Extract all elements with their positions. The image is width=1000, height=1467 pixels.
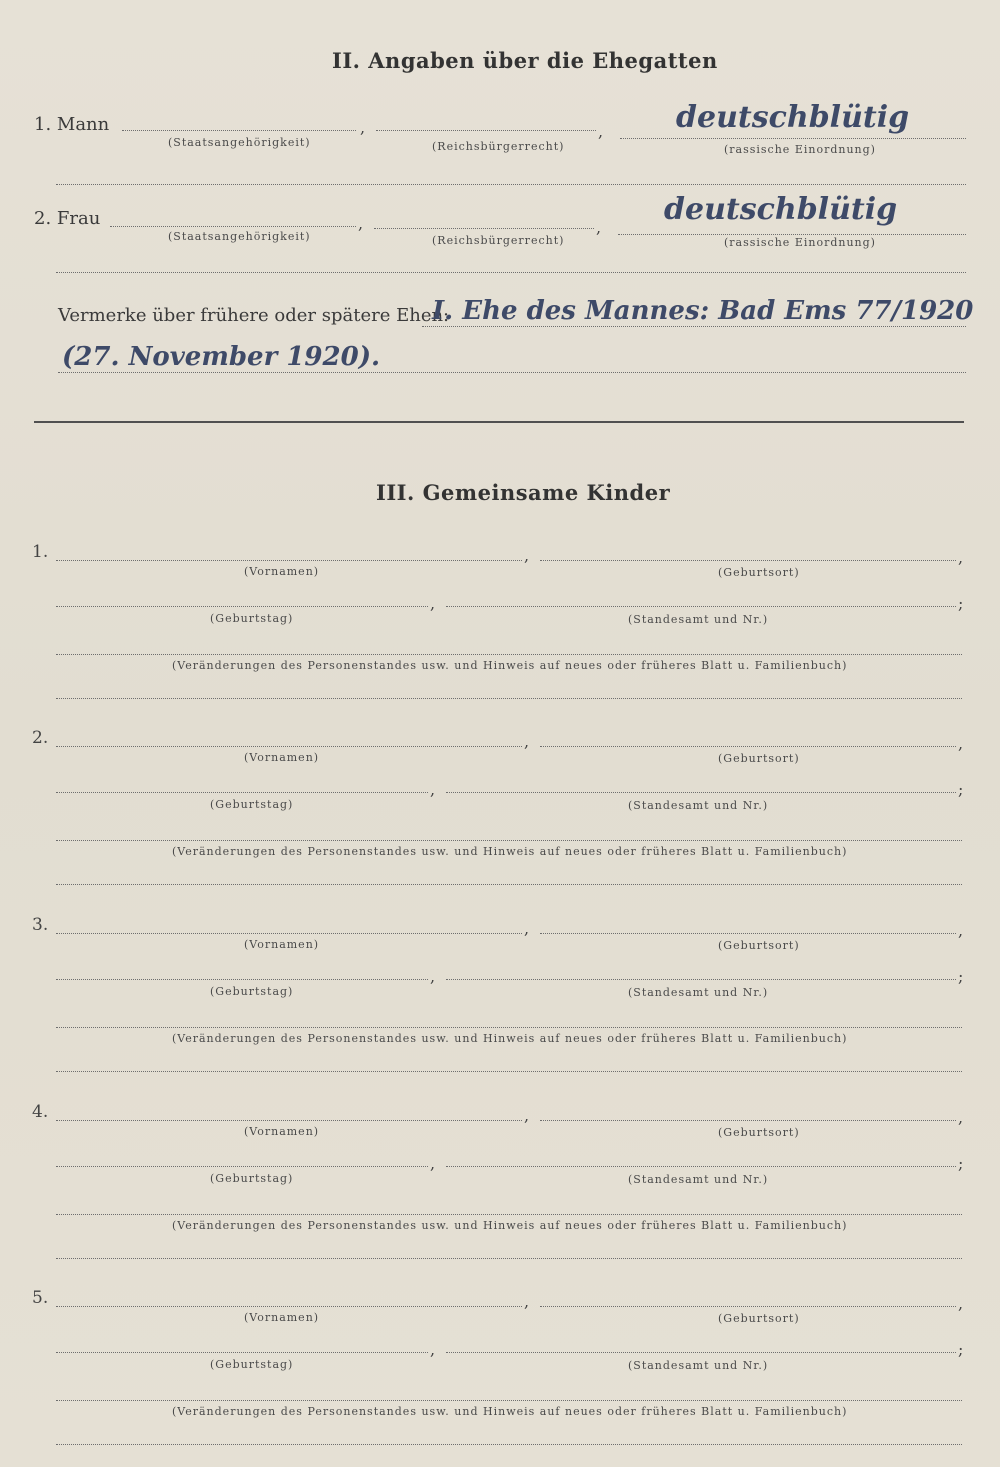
child-changes-field[interactable] bbox=[56, 840, 962, 841]
child-changes-line-2[interactable] bbox=[56, 1444, 962, 1445]
caption-rasse: (rassische Einordnung) bbox=[724, 236, 876, 249]
caption-geburtsort: (Geburtsort) bbox=[718, 1312, 800, 1325]
caption-geburtsort: (Geburtsort) bbox=[718, 752, 800, 765]
caption-reich: (Reichsbürgerrecht) bbox=[432, 234, 565, 247]
child-geburtsort-field[interactable] bbox=[540, 933, 956, 934]
child-geburtstag-field[interactable] bbox=[56, 1166, 428, 1167]
caption-vornamen: (Vornamen) bbox=[244, 1311, 320, 1324]
child-entry-2: 2. , , (Vornamen) (Geburtsort) , ; (Geburtstag) (Standesamt und Nr.) (Veränderungen des Personenstandes usw. und Hinweis auf neues oder früheres Blatt u. Familienbuch) bbox=[0, 726, 1000, 896]
caption-rasse: (rassische Einordnung) bbox=[724, 143, 876, 156]
child-geburtsort-field[interactable] bbox=[540, 1306, 956, 1307]
child-vornamen-field[interactable] bbox=[56, 933, 522, 934]
child-vornamen-field[interactable] bbox=[56, 1120, 522, 1121]
section-title-children: III. Gemeinsame Kinder bbox=[376, 480, 671, 505]
caption-geburtsort: (Geburtsort) bbox=[718, 939, 800, 952]
husband-continuation-line bbox=[56, 184, 966, 185]
child-entry-5: 5. , , (Vornamen) (Geburtsort) , ; (Geburtstag) (Standesamt und Nr.) (Veränderungen des Personenstandes usw. und Hinweis auf neues oder früheres Blatt u. Familienbuch) bbox=[0, 1286, 1000, 1456]
child-number: 2. bbox=[32, 728, 49, 748]
child-changes-line-2[interactable] bbox=[56, 884, 962, 885]
child-geburtstag-field[interactable] bbox=[56, 606, 428, 607]
wife-continuation-line bbox=[56, 272, 966, 273]
wife-label: 2. Frau bbox=[34, 208, 101, 229]
caption-vornamen: (Vornamen) bbox=[244, 938, 320, 951]
caption-standesamt: (Standesamt und Nr.) bbox=[628, 1359, 769, 1372]
caption-geburtstag: (Geburtstag) bbox=[210, 612, 294, 625]
notes-label: Vermerke über frühere oder spätere Ehen: bbox=[58, 305, 450, 326]
husband-rasse-field[interactable] bbox=[620, 138, 966, 139]
caption-geburtstag: (Geburtstag) bbox=[210, 798, 294, 811]
caption-standesamt: (Standesamt und Nr.) bbox=[628, 1173, 769, 1186]
caption-geburtsort: (Geburtsort) bbox=[718, 1126, 800, 1139]
caption-geburtsort: (Geburtsort) bbox=[718, 566, 800, 579]
caption-vornamen: (Vornamen) bbox=[244, 565, 320, 578]
child-changes-line-2[interactable] bbox=[56, 1258, 962, 1259]
notes-field-1[interactable] bbox=[422, 326, 966, 327]
child-entry-3: 3. , , (Vornamen) (Geburtsort) , ; (Geburtstag) (Standesamt und Nr.) (Veränderungen des Personenstandes usw. und Hinweis auf neues oder früheres Blatt u. Familienbuch) bbox=[0, 913, 1000, 1083]
husband-staat-field[interactable] bbox=[122, 130, 356, 131]
child-changes-line-2[interactable] bbox=[56, 1071, 962, 1072]
child-geburtsort-field[interactable] bbox=[540, 746, 956, 747]
notes-value-1: I. Ehe des Mannes: Bad Ems 77/1920 bbox=[432, 296, 974, 326]
child-vornamen-field[interactable] bbox=[56, 1306, 522, 1307]
child-standesamt-field[interactable] bbox=[446, 792, 956, 793]
child-standesamt-field[interactable] bbox=[446, 1352, 956, 1353]
child-number: 1. bbox=[32, 542, 49, 562]
child-vornamen-field[interactable] bbox=[56, 746, 522, 747]
caption-geburtstag: (Geburtstag) bbox=[210, 1358, 294, 1371]
child-changes-field[interactable] bbox=[56, 1027, 962, 1028]
caption-staat: (Staatsangehörigkeit) bbox=[168, 136, 311, 149]
caption-changes: (Veränderungen des Personenstandes usw. und Hinweis auf neues oder früheres Blatt u. Familienbuch) bbox=[172, 1219, 848, 1232]
notes-value-2: (27. November 1920). bbox=[62, 342, 381, 372]
section-title-spouses: II. Angaben über die Ehegatten bbox=[332, 48, 718, 73]
caption-standesamt: (Standesamt und Nr.) bbox=[628, 986, 769, 999]
notes-field-2[interactable] bbox=[58, 372, 966, 373]
husband-reich-field[interactable] bbox=[376, 130, 596, 131]
child-changes-field[interactable] bbox=[56, 1214, 962, 1215]
caption-geburtstag: (Geburtstag) bbox=[210, 1172, 294, 1185]
caption-changes: (Veränderungen des Personenstandes usw. und Hinweis auf neues oder früheres Blatt u. Familienbuch) bbox=[172, 1032, 848, 1045]
wife-rasse-value: deutschblütig bbox=[664, 192, 898, 227]
wife-staat-field[interactable] bbox=[110, 226, 356, 227]
register-page: II. Angaben über die Ehegatten 1. Mann , , deutschblütig (Staatsangehörigkeit) (Reichsbürgerrecht) (rassische Einordnung) 2. Frau , , deutschblütig (Staatsangehörigkeit) (Reichsbürgerrecht) (rassische Einordnung) Vermerke über frühere oder spätere Ehen: I. Ehe des Mannes: Bad Ems 77/1920 (27. November 1920). III. Gemeinsame Kinder 1. , , (Vornamen) (Geburtsort) , ; (Geburtstag) (Standesamt und Nr.) (Veränderungen des Personenstandes usw. und Hinweis auf neues oder früheres Blatt u. Familienbuch) 2. , , (Vornamen) (Geburtsort) , ; (Geburtstag) (Standesamt und Nr.) (Veränderungen des Personenstandes usw. und Hinweis auf neues oder früheres Blatt u. Familienbuch) 3. , , (Vornamen) (Geburtsort) , ; (Geburtstag) (Standesamt und Nr.) (Veränderungen des Personenstandes usw. und Hinweis auf neues oder früheres Blatt u. Familienbuch) 4. , , (Vornamen) (Geburtsort) , ; (Geburtstag) (Standesamt und Nr.) (Veränderungen des Personenstandes usw. und Hinweis auf neues oder früheres Blatt u. Familienbuch) 5. , , (Vornamen) (Geburtsort) , ; (Geburtstag) (Standesamt und Nr.) (Veränderungen des Personenstandes usw. und Hinweis auf neues oder früheres Blatt u. Familienbuch) bbox=[0, 0, 1000, 1467]
caption-vornamen: (Vornamen) bbox=[244, 751, 320, 764]
child-geburtstag-field[interactable] bbox=[56, 792, 428, 793]
caption-reich: (Reichsbürgerrecht) bbox=[432, 140, 565, 153]
caption-standesamt: (Standesamt und Nr.) bbox=[628, 799, 769, 812]
child-geburtstag-field[interactable] bbox=[56, 1352, 428, 1353]
child-changes-line-2[interactable] bbox=[56, 698, 962, 699]
caption-vornamen: (Vornamen) bbox=[244, 1125, 320, 1138]
child-number: 5. bbox=[32, 1288, 49, 1308]
wife-reich-field[interactable] bbox=[374, 228, 594, 229]
caption-staat: (Staatsangehörigkeit) bbox=[168, 230, 311, 243]
husband-label: 1. Mann bbox=[34, 114, 110, 135]
child-standesamt-field[interactable] bbox=[446, 979, 956, 980]
caption-geburtstag: (Geburtstag) bbox=[210, 985, 294, 998]
child-entry-4: 4. , , (Vornamen) (Geburtsort) , ; (Geburtstag) (Standesamt und Nr.) (Veränderungen des Personenstandes usw. und Hinweis auf neues oder früheres Blatt u. Familienbuch) bbox=[0, 1100, 1000, 1270]
child-standesamt-field[interactable] bbox=[446, 606, 956, 607]
child-number: 3. bbox=[32, 915, 49, 935]
child-standesamt-field[interactable] bbox=[446, 1166, 956, 1167]
wife-rasse-field[interactable] bbox=[618, 234, 966, 235]
child-changes-field[interactable] bbox=[56, 654, 962, 655]
child-number: 4. bbox=[32, 1102, 49, 1122]
caption-standesamt: (Standesamt und Nr.) bbox=[628, 613, 769, 626]
child-geburtstag-field[interactable] bbox=[56, 979, 428, 980]
child-entry-1: 1. , , (Vornamen) (Geburtsort) , ; (Geburtstag) (Standesamt und Nr.) (Veränderungen des Personenstandes usw. und Hinweis auf neues oder früheres Blatt u. Familienbuch) bbox=[0, 540, 1000, 710]
child-changes-field[interactable] bbox=[56, 1400, 962, 1401]
child-geburtsort-field[interactable] bbox=[540, 560, 956, 561]
husband-rasse-value: deutschblütig bbox=[676, 100, 910, 135]
child-geburtsort-field[interactable] bbox=[540, 1120, 956, 1121]
caption-changes: (Veränderungen des Personenstandes usw. und Hinweis auf neues oder früheres Blatt u. Familienbuch) bbox=[172, 659, 848, 672]
caption-changes: (Veränderungen des Personenstandes usw. und Hinweis auf neues oder früheres Blatt u. Familienbuch) bbox=[172, 845, 848, 858]
section-divider bbox=[34, 421, 964, 423]
child-vornamen-field[interactable] bbox=[56, 560, 522, 561]
caption-changes: (Veränderungen des Personenstandes usw. und Hinweis auf neues oder früheres Blatt u. Familienbuch) bbox=[172, 1405, 848, 1418]
